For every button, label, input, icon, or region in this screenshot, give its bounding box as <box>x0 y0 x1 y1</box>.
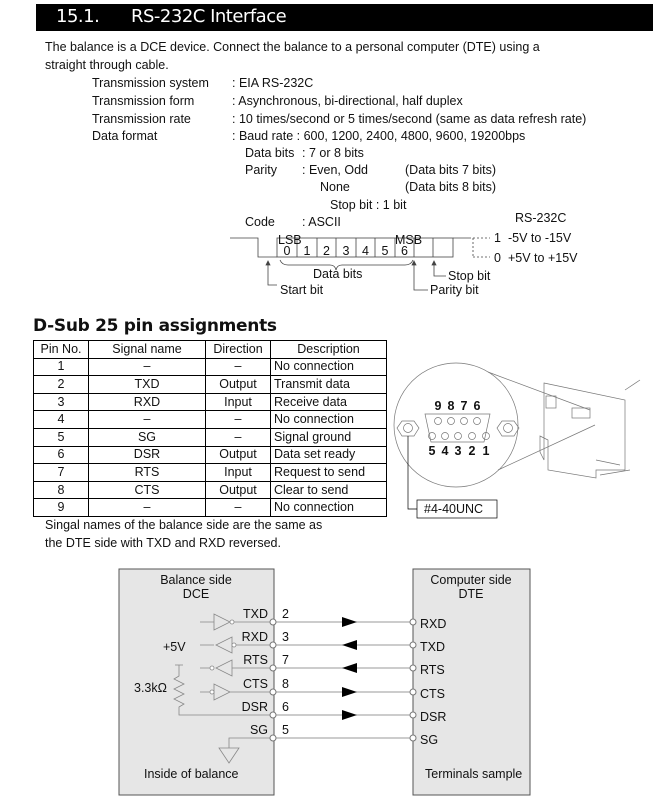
table-cell: 7 <box>34 464 89 482</box>
arrow-right-icon <box>342 710 357 720</box>
wiring-diagram <box>119 569 530 795</box>
data-bits-label: Data bits <box>245 146 295 160</box>
table-cell: SG <box>89 428 206 446</box>
table-cell: DSR <box>89 446 206 464</box>
pin-label: 7 <box>282 653 289 667</box>
arrow-right-icon <box>342 617 357 627</box>
pin-assignments-title: D-Sub 25 pin assignments <box>33 316 277 336</box>
dce-signal-label: SG <box>249 723 268 737</box>
terminal <box>270 712 276 718</box>
table-cell: RXD <box>89 393 206 411</box>
table-cell: Input <box>206 464 271 482</box>
pin-label: 5 <box>282 723 289 737</box>
col-header: Description <box>271 341 387 359</box>
pin-hole <box>455 433 462 440</box>
spec-label: Transmission form <box>92 94 195 108</box>
level-0: 0 <box>494 251 501 265</box>
arrow-right-icon <box>342 687 357 697</box>
table-cell: Output <box>206 481 271 499</box>
note-line: the DTE side with TXD and RXD reversed. <box>45 536 281 550</box>
parity-bit-label: Parity bit <box>430 283 479 297</box>
resistor-label: 3.3kΩ <box>134 681 167 695</box>
terminal <box>270 619 276 625</box>
waveform <box>230 238 277 257</box>
terminal <box>410 642 416 648</box>
dte-signal-label: TXD <box>420 640 445 654</box>
table-cell: Transmit data <box>271 376 387 394</box>
dce-signal-label: CTS <box>243 677 268 691</box>
table-cell: RTS <box>89 464 206 482</box>
dte-signal-label: DSR <box>420 710 447 724</box>
bit-number: 1 <box>303 244 311 258</box>
dte-footer: Terminals sample <box>425 767 523 781</box>
table-cell: 9 <box>34 499 89 517</box>
code-label: Code <box>245 215 275 229</box>
dte-title: Computer side <box>430 573 512 587</box>
pin-hole <box>469 433 476 440</box>
table-cell: – <box>89 411 206 429</box>
table-cell: 1 <box>34 358 89 376</box>
bit-number: 2 <box>323 244 330 258</box>
col-header: Pin No. <box>34 341 89 359</box>
level-1: 1 <box>494 231 501 245</box>
table-cell: Request to send <box>271 464 387 482</box>
pin-hole <box>474 418 481 425</box>
pin-hole <box>448 418 455 425</box>
spec-label: Data format <box>92 129 158 143</box>
table-cell: TXD <box>89 376 206 394</box>
rs232c-label: RS-232C <box>515 211 567 225</box>
table-cell: 8 <box>34 481 89 499</box>
code-value: : ASCII <box>302 215 341 229</box>
terminal <box>270 735 276 741</box>
dce-footer: Inside of balance <box>144 767 239 781</box>
table-cell: Output <box>206 446 271 464</box>
table-cell: Data set ready <box>271 446 387 464</box>
terminal <box>410 689 416 695</box>
table-cell: 3 <box>34 393 89 411</box>
table-cell: Output <box>206 376 271 394</box>
dte-signal-label: RXD <box>420 617 447 631</box>
msb-label: MSB <box>395 233 423 247</box>
connector-illustration <box>394 363 640 518</box>
section-title: RS-232C Interface <box>131 6 287 27</box>
pin-hole <box>461 418 468 425</box>
table-cell: – <box>206 499 271 517</box>
data-bits-value: : 7 or 8 bits <box>302 146 364 160</box>
terminal <box>410 665 416 671</box>
dce-subtitle: DCE <box>182 587 210 601</box>
pin-hole <box>442 433 449 440</box>
level-0-voltage: +5V to +15V <box>508 251 578 265</box>
parity-label: Parity <box>245 163 277 177</box>
table-cell: – <box>89 358 206 376</box>
table-cell: CTS <box>89 481 206 499</box>
dte-signal-label: SG <box>420 733 439 747</box>
pin-number: 3 <box>454 444 462 458</box>
table-cell: No connection <box>271 358 387 376</box>
start-bit-label: Start bit <box>280 283 324 297</box>
terminal <box>270 689 276 695</box>
table-cell: Receive data <box>271 393 387 411</box>
table-cell: Signal ground <box>271 428 387 446</box>
parity-note: (Data bits 7 bits) <box>405 163 497 177</box>
pin-label: 2 <box>282 607 289 621</box>
dte-subtitle: DTE <box>458 587 484 601</box>
terminal <box>270 665 276 671</box>
note-line: Singal names of the balance side are the same as <box>45 518 323 532</box>
pin-number: 1 <box>482 444 490 458</box>
pin-number: 9 <box>434 399 442 413</box>
table-cell: – <box>206 428 271 446</box>
parity-value: None <box>320 180 350 194</box>
table-cell: – <box>206 358 271 376</box>
pin-hole <box>435 418 442 425</box>
arrow-left-icon <box>342 640 357 650</box>
table-cell: 2 <box>34 376 89 394</box>
dte-signal-label: RTS <box>420 663 445 677</box>
screw-label: #4-40UNC <box>424 502 484 516</box>
terminal <box>410 712 416 718</box>
terminal <box>410 735 416 741</box>
col-header: Direction <box>206 341 271 359</box>
terminal <box>270 642 276 648</box>
pin-label: 6 <box>282 700 289 714</box>
intro-line: The balance is a DCE device. Connect the balance to a personal computer (DTE) using a <box>45 40 540 54</box>
bit-number: 4 <box>362 244 369 258</box>
section-number: 15.1. <box>56 6 100 27</box>
data-bits-label: Data bits <box>313 267 363 281</box>
dce-signal-label: DSR <box>241 700 268 714</box>
spec-label: Transmission rate <box>92 112 191 126</box>
dce-title: Balance side <box>160 573 232 587</box>
pin-number: 8 <box>447 399 455 413</box>
bit-number: 5 <box>381 244 389 258</box>
dce-signal-label: RXD <box>241 630 268 644</box>
dce-signal-label: RTS <box>243 653 268 667</box>
pin-number: 2 <box>468 444 476 458</box>
table-cell: No connection <box>271 411 387 429</box>
spec-value: : Asynchronous, bi-directional, half duplex <box>232 94 463 108</box>
table-cell: – <box>206 411 271 429</box>
table-cell: – <box>89 499 206 517</box>
bit-number: 3 <box>342 244 350 258</box>
stop-bit-spec: Stop bit : 1 bit <box>330 198 407 212</box>
pin-number: 4 <box>441 444 449 458</box>
table-cell: Input <box>206 393 271 411</box>
table-cell: Clear to send <box>271 481 387 499</box>
spec-value: : 10 times/second or 5 times/second (same as data refresh rate) <box>232 112 587 126</box>
pin-number: 7 <box>460 399 468 413</box>
pin-label: 8 <box>282 677 289 691</box>
spec-value: : Baud rate : 600, 1200, 2400, 4800, 9600, 19200bps <box>232 129 526 143</box>
col-header: Signal name <box>89 341 206 359</box>
arrow-left-icon <box>342 663 357 673</box>
table-cell: 4 <box>34 411 89 429</box>
pin-number: 5 <box>428 444 436 458</box>
pin-number: 6 <box>473 399 481 413</box>
parity-note: (Data bits 8 bits) <box>405 180 497 194</box>
dte-box <box>413 569 530 795</box>
bit-number: 6 <box>401 244 408 258</box>
table-cell: No connection <box>271 499 387 517</box>
hex-nut-icon <box>397 421 419 436</box>
intro-line: straight through cable. <box>45 58 169 72</box>
pin-label: 3 <box>282 630 289 644</box>
terminal <box>410 619 416 625</box>
bit-number: 0 <box>283 244 291 258</box>
spec-label: Transmission system <box>92 76 209 90</box>
hex-nut-icon <box>497 421 519 436</box>
dte-signal-label: CTS <box>420 687 445 701</box>
dce-signal-label: TXD <box>243 607 268 621</box>
vcc-label: +5V <box>163 640 186 654</box>
lsb-label: LSB <box>278 233 302 247</box>
table-cell: 6 <box>34 446 89 464</box>
parity-value: : Even, Odd <box>302 163 369 177</box>
stop-bit-label: Stop bit <box>448 269 491 283</box>
spec-value: : EIA RS-232C <box>232 76 314 90</box>
level-1-voltage: -5V to -15V <box>508 231 572 245</box>
table-cell: 5 <box>34 428 89 446</box>
level-bracket <box>473 238 490 257</box>
